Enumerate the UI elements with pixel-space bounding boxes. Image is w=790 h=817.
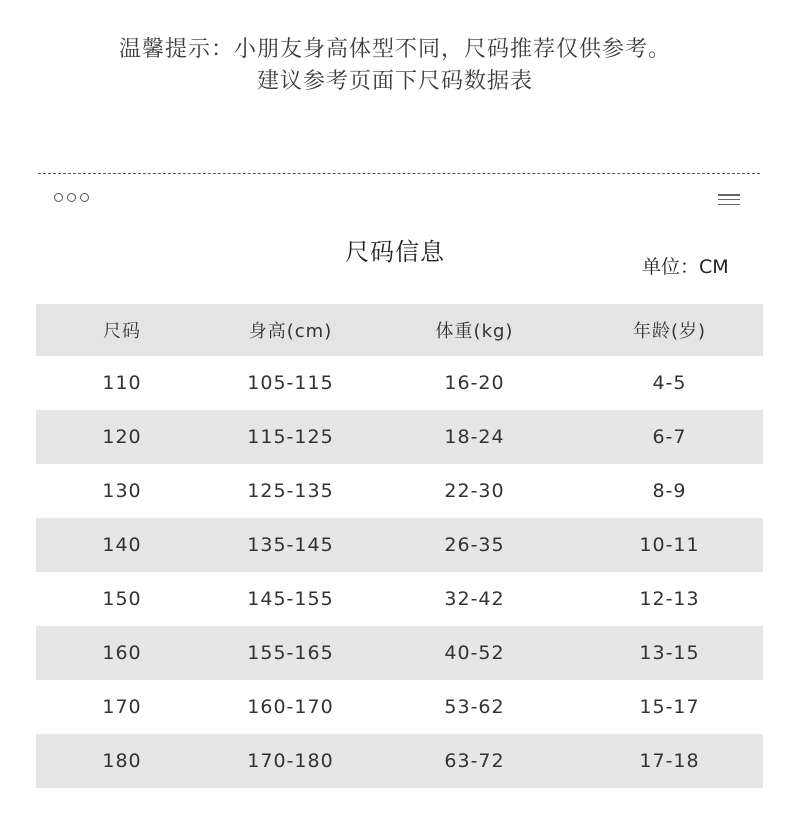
cell-size: 120: [102, 426, 142, 448]
cell-weight: 18-24: [444, 426, 505, 448]
cell-height: 115-125: [247, 426, 334, 448]
cell-age: 17-18: [639, 750, 700, 772]
cell-size: 180: [102, 750, 142, 772]
table-row: [36, 464, 763, 518]
window-dots: [54, 193, 89, 202]
header-height: 身高(cm): [248, 321, 333, 342]
cell-weight: 40-52: [444, 642, 505, 664]
table-header-row: [36, 304, 763, 356]
header-size: 尺码: [103, 321, 141, 342]
cell-age: 6-7: [652, 426, 687, 448]
table-row: [36, 410, 763, 464]
cell-weight: 26-35: [444, 534, 505, 556]
circle-outline-icon: [67, 193, 76, 202]
notice-line-1: 温馨提示：小朋友身高体型不同，尺码推荐仅供参考。: [118, 37, 671, 62]
cell-height: 135-145: [247, 534, 334, 556]
cell-weight: 53-62: [444, 696, 505, 718]
cell-height: 145-155: [247, 588, 334, 610]
cell-size: 130: [102, 480, 142, 502]
size-table: [36, 304, 763, 788]
table-row: [36, 734, 763, 788]
size-notice: [0, 34, 790, 98]
table-row: [36, 572, 763, 626]
cell-height: 125-135: [247, 480, 334, 502]
table-row: [36, 626, 763, 680]
unit-label: 单位：CM: [642, 256, 729, 278]
header-weight: 体重(kg): [435, 321, 514, 342]
cell-height: 160-170: [247, 696, 334, 718]
cell-size: 160: [102, 642, 142, 664]
cell-weight: 22-30: [444, 480, 505, 502]
table-row: [36, 356, 763, 410]
cell-height: 155-165: [247, 642, 334, 664]
table-title: 尺码信息: [345, 238, 445, 266]
cell-height: 170-180: [247, 750, 334, 772]
cell-weight: 16-20: [444, 372, 505, 394]
cell-size: 110: [102, 372, 142, 394]
circle-outline-icon: [54, 193, 63, 202]
dashed-divider: [38, 173, 760, 174]
notice-line-2: 建议参考页面下尺码数据表: [256, 69, 533, 94]
cell-age: 4-5: [652, 372, 687, 394]
cell-size: 150: [102, 588, 142, 610]
cell-size: 140: [102, 534, 142, 556]
cell-weight: 63-72: [444, 750, 505, 772]
circle-outline-icon: [80, 193, 89, 202]
header-age: 年龄(岁): [632, 321, 707, 342]
cell-age: 12-13: [639, 588, 700, 610]
cell-age: 8-9: [652, 480, 687, 502]
table-row: [36, 680, 763, 734]
cell-size: 170: [102, 696, 142, 718]
cell-age: 13-15: [639, 642, 700, 664]
cell-height: 105-115: [247, 372, 334, 394]
cell-age: 10-11: [639, 534, 700, 556]
table-row: [36, 518, 763, 572]
cell-weight: 32-42: [444, 588, 505, 610]
cell-age: 15-17: [639, 696, 700, 718]
hamburger-menu-icon: [718, 194, 740, 206]
